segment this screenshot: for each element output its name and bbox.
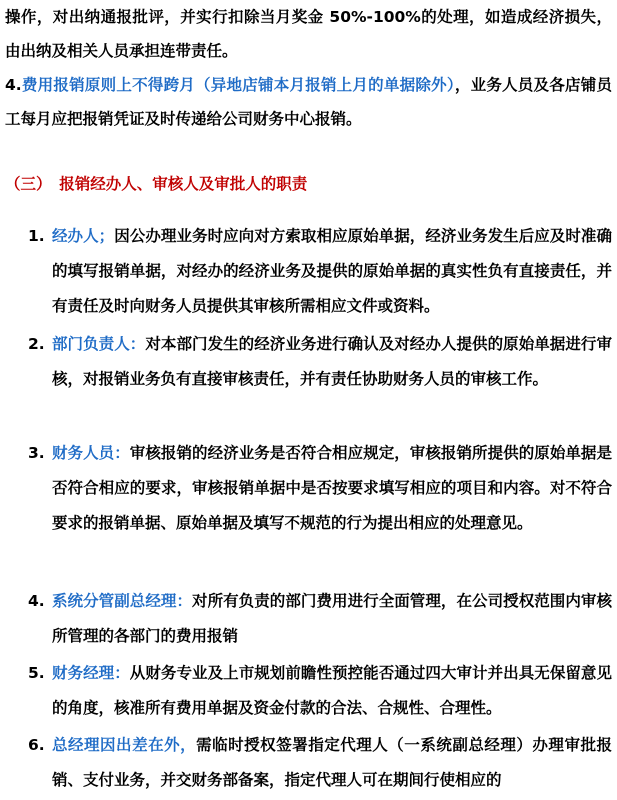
rule-4-number: 4. [5, 76, 22, 94]
duty-item-2 [28, 327, 612, 397]
rule-4-highlight: 费用报销原则上不得跨月（异地店铺本月报销上月的单据除外） [21, 76, 455, 94]
duty-text: 需临时授权签署指定代理人（一系统副总经理）办理审批报销、支付业务，并交财务部备案，指定代理人可在期间行使相应的 [52, 736, 612, 789]
duty-item-6 [28, 728, 612, 798]
duty-role: 系统分管副总经理： [52, 592, 193, 610]
duty-role: 部门负责人： [52, 335, 146, 353]
duty-role: 经办人； [52, 227, 115, 245]
rule-4-text: ，业务人员及各店铺员工每月应把报销凭证及时传递给公司财务中心报销。 [5, 76, 612, 128]
duty-text: 因公办理业务时应向对方索取相应原始单据，经济业务发生后应及时准确的填写报销单据，对经办的经济业务及提供的原始单据的真实性负有直接责任，并有责任及时向财务人员提供其审核所需相应文件或资料。 [52, 227, 612, 315]
duty-number: 3. [28, 444, 45, 462]
duty-role: 财务经理： [52, 664, 130, 682]
duty-item-1 [28, 219, 612, 324]
duty-number: 2. [28, 335, 45, 353]
duty-number: 5. [28, 664, 45, 682]
section-heading: （三） 报销经办人、审核人及审批人的职责 [5, 175, 308, 193]
duty-text: 从财务专业及上市规划前瞻性预控能否通过四大审计并出具无保留意见的角度，核准所有费用单据及资金付款的合法、合规性、合理性。 [52, 664, 612, 717]
duty-role: 财务人员： [52, 444, 130, 462]
duty-number: 1. [28, 227, 45, 245]
duty-text: 审核报销的经济业务是否符合相应规定，审核报销所提供的原始单据是否符合相应的要求，审核报销单据中是否按要求填写相应的项目和内容。对不符合要求的报销单据、原始单据及填写不规范的行为提出相应的处理意见。 [52, 444, 612, 532]
duty-text: 对本部门发生的经济业务进行确认及对经办人提供的原始单据进行审核，对报销业务负有直接审核责任，并有责任协助财务人员的审核工作。 [52, 335, 612, 388]
duty-role: 总经理因出差在外， [52, 736, 197, 754]
duty-item-3 [28, 436, 612, 541]
duty-number: 6. [28, 736, 45, 754]
duty-number: 4. [28, 592, 45, 610]
intro-text: 操作，对出纳通报批评，并实行扣除当月奖金 50%-100%的处理，如造成经济损失，由出纳及相关人员承担连带责任。 [5, 8, 612, 60]
intro-paragraph [5, 0, 612, 68]
rule-4-paragraph [5, 68, 612, 136]
duty-text: 对所有负责的部门费用进行全面管理，在公司授权范围内审核所管理的各部门的费用报销 [52, 592, 612, 645]
duty-item-4 [28, 584, 612, 654]
duty-item-5 [28, 656, 612, 726]
